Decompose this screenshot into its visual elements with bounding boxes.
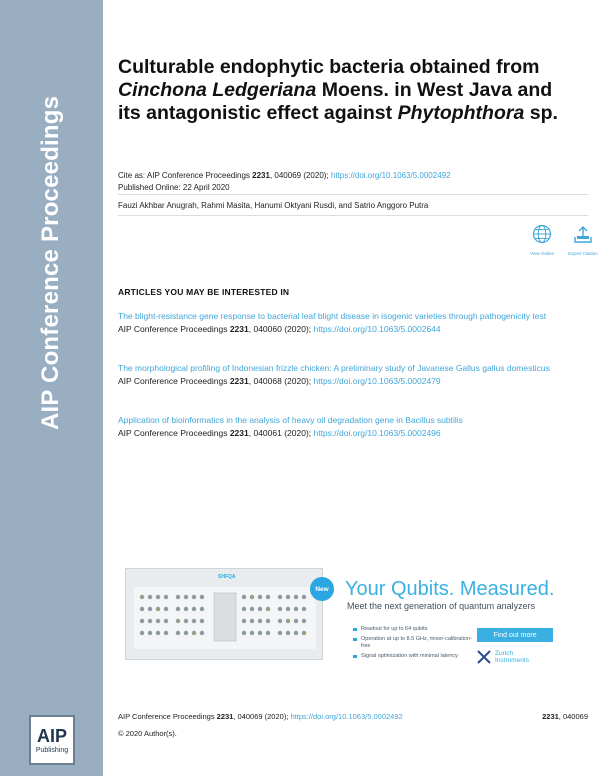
divider xyxy=(118,194,588,195)
find-out-more-button[interactable]: Find out more xyxy=(477,628,553,642)
device-ports-graphic xyxy=(134,587,316,649)
article-doi-link[interactable]: https://doi.org/10.1063/5.0002492 xyxy=(330,171,451,180)
related-article-doi-link[interactable]: https://doi.org/10.1063/5.0002496 xyxy=(313,428,441,438)
footer-doi-link[interactable]: https://doi.org/10.1063/5.0002492 xyxy=(290,712,403,721)
device-label: SHFQA xyxy=(218,574,236,580)
published-date: Published Online: 22 April 2020 xyxy=(118,183,230,192)
logo-subtext: Publishing xyxy=(35,746,69,754)
related-article-title[interactable]: Application of bioinformatics in the analysis of heavy oil degradation gene in Bacillus subtilis xyxy=(118,415,463,425)
ad-feature: Readout for up to 64 qubits xyxy=(353,626,473,633)
authors: Fauzi Akhbar Anugrah, Rahmi Masita, Hanumi Oktyani Rusdi, and Satrio Anggoro Putra xyxy=(118,201,429,210)
journal-name: AIP Conference Proceedings xyxy=(37,95,64,430)
aip-publishing-logo[interactable] xyxy=(29,715,75,765)
globe-icon xyxy=(532,224,552,244)
related-article-title[interactable]: The morphological profiling of Indonesian frizzle chicken: A preliminary study of Javanese Gallus gallus domesticus xyxy=(118,363,550,373)
divider xyxy=(118,215,588,216)
related-article-source: AIP Conference Proceedings 2231, 040061 (2020); https://doi.org/10.1063/5.0002496 xyxy=(118,428,441,438)
related-article xyxy=(118,415,588,439)
new-badge: New xyxy=(310,577,334,601)
export-citation-button[interactable] xyxy=(561,224,600,256)
related-article-doi-link[interactable]: https://doi.org/10.1063/5.0002479 xyxy=(313,376,441,386)
journal-sidebar xyxy=(0,0,103,776)
related-article-source: AIP Conference Proceedings 2231, 040068 (2020); https://doi.org/10.1063/5.0002479 xyxy=(118,376,441,386)
related-article xyxy=(118,363,588,387)
view-online-label: View Online xyxy=(530,251,554,256)
advertisement-banner[interactable] xyxy=(125,566,588,674)
device-image xyxy=(125,568,323,660)
related-article-title[interactable]: The blight-resistance gene response to bacterial leaf blight disease in isogenic varieties through pathogenicity test xyxy=(118,311,547,321)
related-article xyxy=(118,311,588,335)
ad-headline: Your Qubits. Measured. xyxy=(345,578,555,600)
ad-feature: Signal optimization with minimal latency xyxy=(353,653,473,660)
export-icon xyxy=(573,224,593,244)
article-title: Culturable endophytic bacteria obtained from Cinchona Ledgeriana Moens. in West Java and its antagonistic effect against Phytophthora sp. xyxy=(118,56,558,124)
page-footer: AIP Conference Proceedings 2231, 040069 (2020); https://doi.org/10.1063/5.0002492 2231, 040069 xyxy=(118,712,588,721)
logo-text: AIP xyxy=(36,725,67,746)
copyright: © 2020 Author(s). xyxy=(118,729,177,738)
related-article-source: AIP Conference Proceedings 2231, 040060 (2020); https://doi.org/10.1063/5.0002644 xyxy=(118,324,441,334)
related-articles-heading: ARTICLES YOU MAY BE INTERESTED IN xyxy=(118,287,290,297)
view-online-button[interactable] xyxy=(520,224,564,256)
zurich-instruments-logo xyxy=(477,650,529,664)
brand-line: Zurich xyxy=(495,650,514,657)
export-citation-label: Export Citation xyxy=(568,251,598,256)
footer-page-ref: 2231, 040069 xyxy=(542,712,588,721)
ad-feature: Operation at up to 8.5 GHz, mixer-calibration-free xyxy=(353,636,473,650)
related-article-doi-link[interactable]: https://doi.org/10.1063/5.0002644 xyxy=(313,324,441,334)
ad-feature-list xyxy=(353,626,473,663)
citation-block: Cite as: AIP Conference Proceedings 2231, 040069 (2020); https://doi.org/10.1063/5.0002492 Published Online: 22 April 2020 xyxy=(118,170,588,194)
brand-line: Instruments xyxy=(495,657,529,664)
zurich-instruments-icon xyxy=(477,650,491,664)
ad-subline: Meet the next generation of quantum analyzers xyxy=(347,601,536,611)
